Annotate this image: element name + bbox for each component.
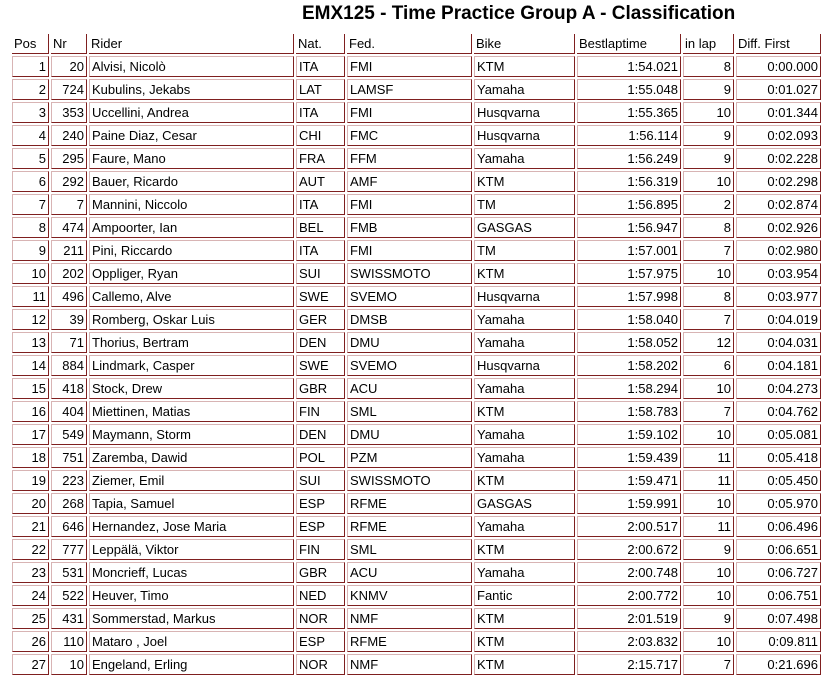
cell-in-lap: 10 xyxy=(683,263,734,284)
cell-diff-first: 0:03.954 xyxy=(736,263,821,284)
cell-fed: FMI xyxy=(347,240,472,261)
cell-nr: 10 xyxy=(51,654,87,675)
cell-in-lap: 11 xyxy=(683,447,734,468)
cell-pos: 9 xyxy=(12,240,49,261)
cell-fed: LAMSF xyxy=(347,79,472,100)
cell-rider: Faure, Mano xyxy=(89,148,294,169)
table-row xyxy=(12,493,821,514)
cell-nr: 292 xyxy=(51,171,87,192)
cell-fed: SVEMO xyxy=(347,355,472,376)
cell-bestlaptime: 1:55.365 xyxy=(577,102,681,123)
cell-pos: 6 xyxy=(12,171,49,192)
cell-in-lap: 6 xyxy=(683,355,734,376)
table-row xyxy=(12,470,821,491)
cell-nat: ITA xyxy=(296,194,345,215)
cell-pos: 11 xyxy=(12,286,49,307)
cell-pos: 10 xyxy=(12,263,49,284)
cell-bike: KTM xyxy=(474,401,575,422)
cell-bestlaptime: 2:00.672 xyxy=(577,539,681,560)
cell-diff-first: 0:04.181 xyxy=(736,355,821,376)
cell-pos: 5 xyxy=(12,148,49,169)
cell-rider: Kubulins, Jekabs xyxy=(89,79,294,100)
table-row xyxy=(12,286,821,307)
cell-rider: Ziemer, Emil xyxy=(89,470,294,491)
cell-bestlaptime: 1:56.249 xyxy=(577,148,681,169)
table-header xyxy=(12,34,821,54)
cell-rider: Paine Diaz, Cesar xyxy=(89,125,294,146)
cell-fed: FMB xyxy=(347,217,472,238)
cell-nr: 211 xyxy=(51,240,87,261)
cell-fed: FMC xyxy=(347,125,472,146)
cell-diff-first: 0:06.496 xyxy=(736,516,821,537)
cell-nat: ESP xyxy=(296,516,345,537)
cell-nat: POL xyxy=(296,447,345,468)
table-row xyxy=(12,217,821,238)
cell-in-lap: 10 xyxy=(683,102,734,123)
cell-bestlaptime: 1:58.294 xyxy=(577,378,681,399)
cell-fed: FMI xyxy=(347,102,472,123)
table-row xyxy=(12,539,821,560)
cell-in-lap: 9 xyxy=(683,539,734,560)
cell-diff-first: 0:04.019 xyxy=(736,309,821,330)
cell-nat: CHI xyxy=(296,125,345,146)
cell-nr: 646 xyxy=(51,516,87,537)
cell-rider: Uccellini, Andrea xyxy=(89,102,294,123)
cell-nat: DEN xyxy=(296,424,345,445)
cell-nr: 202 xyxy=(51,263,87,284)
table-row xyxy=(12,516,821,537)
table-row xyxy=(12,240,821,261)
cell-diff-first: 0:05.418 xyxy=(736,447,821,468)
cell-rider: Engeland, Erling xyxy=(89,654,294,675)
cell-bike: Yamaha xyxy=(474,309,575,330)
table-row xyxy=(12,562,821,583)
cell-rider: Moncrieff, Lucas xyxy=(89,562,294,583)
cell-rider: Hernandez, Jose Maria xyxy=(89,516,294,537)
cell-bestlaptime: 1:59.439 xyxy=(577,447,681,468)
cell-rider: Lindmark, Casper xyxy=(89,355,294,376)
cell-pos: 23 xyxy=(12,562,49,583)
cell-nat: ITA xyxy=(296,240,345,261)
cell-pos: 8 xyxy=(12,217,49,238)
cell-diff-first: 0:02.298 xyxy=(736,171,821,192)
table-row xyxy=(12,332,821,353)
cell-diff-first: 0:00.000 xyxy=(736,56,821,77)
header-in-lap: in lap xyxy=(683,34,734,54)
cell-nat: AUT xyxy=(296,171,345,192)
cell-nat: ESP xyxy=(296,631,345,652)
cell-bestlaptime: 2:00.772 xyxy=(577,585,681,606)
cell-nr: 110 xyxy=(51,631,87,652)
cell-nr: 20 xyxy=(51,56,87,77)
cell-nr: 884 xyxy=(51,355,87,376)
cell-pos: 25 xyxy=(12,608,49,629)
header-nr: Nr xyxy=(51,34,87,54)
cell-nr: 404 xyxy=(51,401,87,422)
table-row xyxy=(12,125,821,146)
cell-fed: ACU xyxy=(347,378,472,399)
header-nat: Nat. xyxy=(296,34,345,54)
cell-fed: PZM xyxy=(347,447,472,468)
cell-fed: FMI xyxy=(347,194,472,215)
header-bestlaptime: Bestlaptime xyxy=(577,34,681,54)
cell-bike: Husqvarna xyxy=(474,102,575,123)
table-row xyxy=(12,309,821,330)
cell-fed: DMSB xyxy=(347,309,472,330)
cell-in-lap: 9 xyxy=(683,148,734,169)
cell-bestlaptime: 2:15.717 xyxy=(577,654,681,675)
cell-in-lap: 10 xyxy=(683,424,734,445)
table-row xyxy=(12,171,821,192)
cell-diff-first: 0:06.751 xyxy=(736,585,821,606)
cell-bike: KTM xyxy=(474,263,575,284)
cell-in-lap: 10 xyxy=(683,378,734,399)
cell-nat: NOR xyxy=(296,608,345,629)
cell-fed: NMF xyxy=(347,654,472,675)
cell-bestlaptime: 1:56.947 xyxy=(577,217,681,238)
cell-diff-first: 0:05.450 xyxy=(736,470,821,491)
cell-bestlaptime: 1:56.319 xyxy=(577,171,681,192)
cell-pos: 12 xyxy=(12,309,49,330)
table-row xyxy=(12,194,821,215)
cell-rider: Mataro , Joel xyxy=(89,631,294,652)
cell-pos: 2 xyxy=(12,79,49,100)
cell-bestlaptime: 2:01.519 xyxy=(577,608,681,629)
table-row xyxy=(12,608,821,629)
cell-pos: 3 xyxy=(12,102,49,123)
cell-bike: Husqvarna xyxy=(474,355,575,376)
cell-nr: 295 xyxy=(51,148,87,169)
cell-rider: Heuver, Timo xyxy=(89,585,294,606)
table-row xyxy=(12,56,821,77)
cell-rider: Callemo, Alve xyxy=(89,286,294,307)
cell-nat: FIN xyxy=(296,539,345,560)
cell-bestlaptime: 1:58.783 xyxy=(577,401,681,422)
cell-rider: Pini, Riccardo xyxy=(89,240,294,261)
table-row xyxy=(12,447,821,468)
header-rider: Rider xyxy=(89,34,294,54)
cell-nr: 418 xyxy=(51,378,87,399)
cell-bike: Yamaha xyxy=(474,332,575,353)
cell-rider: Miettinen, Matias xyxy=(89,401,294,422)
cell-bike: Husqvarna xyxy=(474,286,575,307)
cell-nat: GBR xyxy=(296,562,345,583)
cell-nr: 549 xyxy=(51,424,87,445)
cell-bike: Yamaha xyxy=(474,562,575,583)
cell-rider: Ampoorter, Ian xyxy=(89,217,294,238)
cell-diff-first: 0:02.093 xyxy=(736,125,821,146)
cell-rider: Leppälä, Viktor xyxy=(89,539,294,560)
cell-nr: 223 xyxy=(51,470,87,491)
cell-nat: NED xyxy=(296,585,345,606)
cell-bike: KTM xyxy=(474,56,575,77)
table-row xyxy=(12,79,821,100)
cell-pos: 19 xyxy=(12,470,49,491)
cell-bestlaptime: 1:57.975 xyxy=(577,263,681,284)
cell-pos: 17 xyxy=(12,424,49,445)
cell-bike: GASGAS xyxy=(474,493,575,514)
cell-rider: Sommerstad, Markus xyxy=(89,608,294,629)
cell-in-lap: 8 xyxy=(683,56,734,77)
cell-bike: KTM xyxy=(474,608,575,629)
cell-fed: SVEMO xyxy=(347,286,472,307)
header-row xyxy=(12,34,821,54)
cell-bike: KTM xyxy=(474,539,575,560)
header-diff-first: Diff. First xyxy=(736,34,821,54)
cell-bike: Husqvarna xyxy=(474,125,575,146)
cell-bestlaptime: 1:59.471 xyxy=(577,470,681,491)
cell-bestlaptime: 1:59.102 xyxy=(577,424,681,445)
cell-diff-first: 0:04.762 xyxy=(736,401,821,422)
table-row xyxy=(12,378,821,399)
cell-rider: Bauer, Ricardo xyxy=(89,171,294,192)
cell-bestlaptime: 2:03.832 xyxy=(577,631,681,652)
cell-rider: Tapia, Samuel xyxy=(89,493,294,514)
cell-bike: GASGAS xyxy=(474,217,575,238)
cell-fed: RFME xyxy=(347,631,472,652)
cell-in-lap: 11 xyxy=(683,470,734,491)
table-row xyxy=(12,355,821,376)
cell-pos: 4 xyxy=(12,125,49,146)
cell-nat: SUI xyxy=(296,470,345,491)
cell-nr: 7 xyxy=(51,194,87,215)
cell-nr: 751 xyxy=(51,447,87,468)
cell-nr: 71 xyxy=(51,332,87,353)
cell-rider: Romberg, Oskar Luis xyxy=(89,309,294,330)
cell-bike: KTM xyxy=(474,654,575,675)
cell-fed: SWISSMOTO xyxy=(347,470,472,491)
cell-bike: KTM xyxy=(474,171,575,192)
cell-nat: FRA xyxy=(296,148,345,169)
header-bike: Bike xyxy=(474,34,575,54)
cell-in-lap: 8 xyxy=(683,217,734,238)
cell-nat: NOR xyxy=(296,654,345,675)
cell-in-lap: 10 xyxy=(683,631,734,652)
cell-in-lap: 12 xyxy=(683,332,734,353)
cell-nr: 474 xyxy=(51,217,87,238)
cell-bestlaptime: 2:00.517 xyxy=(577,516,681,537)
cell-bike: Yamaha xyxy=(474,447,575,468)
cell-diff-first: 0:06.651 xyxy=(736,539,821,560)
cell-pos: 20 xyxy=(12,493,49,514)
cell-nr: 240 xyxy=(51,125,87,146)
table-row xyxy=(12,654,821,675)
cell-in-lap: 7 xyxy=(683,240,734,261)
cell-bike: TM xyxy=(474,194,575,215)
table-body xyxy=(12,56,821,675)
cell-diff-first: 0:21.696 xyxy=(736,654,821,675)
cell-diff-first: 0:06.727 xyxy=(736,562,821,583)
cell-nr: 777 xyxy=(51,539,87,560)
cell-bestlaptime: 1:57.001 xyxy=(577,240,681,261)
cell-bike: KTM xyxy=(474,470,575,491)
cell-fed: KNMV xyxy=(347,585,472,606)
cell-nat: SUI xyxy=(296,263,345,284)
cell-pos: 22 xyxy=(12,539,49,560)
cell-in-lap: 10 xyxy=(683,585,734,606)
cell-in-lap: 9 xyxy=(683,79,734,100)
cell-diff-first: 0:02.926 xyxy=(736,217,821,238)
cell-pos: 15 xyxy=(12,378,49,399)
cell-nr: 724 xyxy=(51,79,87,100)
cell-bike: KTM xyxy=(474,631,575,652)
table-row xyxy=(12,585,821,606)
cell-fed: ACU xyxy=(347,562,472,583)
cell-rider: Mannini, Niccolo xyxy=(89,194,294,215)
cell-nr: 496 xyxy=(51,286,87,307)
cell-diff-first: 0:05.081 xyxy=(736,424,821,445)
cell-diff-first: 0:09.811 xyxy=(736,631,821,652)
cell-bestlaptime: 1:59.991 xyxy=(577,493,681,514)
cell-rider: Stock, Drew xyxy=(89,378,294,399)
cell-bestlaptime: 1:56.895 xyxy=(577,194,681,215)
cell-bestlaptime: 1:58.040 xyxy=(577,309,681,330)
cell-in-lap: 10 xyxy=(683,171,734,192)
cell-in-lap: 10 xyxy=(683,562,734,583)
cell-diff-first: 0:02.228 xyxy=(736,148,821,169)
cell-nat: FIN xyxy=(296,401,345,422)
cell-in-lap: 8 xyxy=(683,286,734,307)
cell-bike: Yamaha xyxy=(474,424,575,445)
table-row xyxy=(12,401,821,422)
cell-rider: Thorius, Bertram xyxy=(89,332,294,353)
cell-nat: BEL xyxy=(296,217,345,238)
cell-nat: LAT xyxy=(296,79,345,100)
cell-in-lap: 7 xyxy=(683,654,734,675)
classification-table xyxy=(10,32,823,677)
header-fed: Fed. xyxy=(347,34,472,54)
cell-nr: 39 xyxy=(51,309,87,330)
cell-bestlaptime: 1:58.202 xyxy=(577,355,681,376)
cell-in-lap: 9 xyxy=(683,125,734,146)
cell-nat: ITA xyxy=(296,102,345,123)
cell-fed: NMF xyxy=(347,608,472,629)
cell-fed: FFM xyxy=(347,148,472,169)
cell-pos: 16 xyxy=(12,401,49,422)
table-row xyxy=(12,102,821,123)
cell-nr: 268 xyxy=(51,493,87,514)
cell-nr: 431 xyxy=(51,608,87,629)
cell-rider: Alvisi, Nicolò xyxy=(89,56,294,77)
cell-bike: Fantic xyxy=(474,585,575,606)
cell-pos: 24 xyxy=(12,585,49,606)
cell-pos: 26 xyxy=(12,631,49,652)
page-title: EMX125 - Time Practice Group A - Classification xyxy=(302,3,736,24)
cell-diff-first: 0:04.031 xyxy=(736,332,821,353)
cell-nr: 531 xyxy=(51,562,87,583)
cell-fed: RFME xyxy=(347,516,472,537)
cell-bestlaptime: 1:58.052 xyxy=(577,332,681,353)
cell-fed: RFME xyxy=(347,493,472,514)
table-row xyxy=(12,263,821,284)
cell-bike: Yamaha xyxy=(474,378,575,399)
cell-diff-first: 0:02.874 xyxy=(736,194,821,215)
cell-fed: DMU xyxy=(347,332,472,353)
cell-bike: Yamaha xyxy=(474,148,575,169)
cell-nat: SWE xyxy=(296,355,345,376)
cell-fed: SML xyxy=(347,401,472,422)
cell-pos: 27 xyxy=(12,654,49,675)
cell-pos: 13 xyxy=(12,332,49,353)
cell-nr: 353 xyxy=(51,102,87,123)
cell-bestlaptime: 1:56.114 xyxy=(577,125,681,146)
cell-bike: TM xyxy=(474,240,575,261)
cell-pos: 18 xyxy=(12,447,49,468)
cell-nr: 522 xyxy=(51,585,87,606)
cell-pos: 1 xyxy=(12,56,49,77)
cell-rider: Maymann, Storm xyxy=(89,424,294,445)
cell-pos: 21 xyxy=(12,516,49,537)
cell-in-lap: 2 xyxy=(683,194,734,215)
cell-in-lap: 7 xyxy=(683,309,734,330)
cell-in-lap: 7 xyxy=(683,401,734,422)
cell-bike: Yamaha xyxy=(474,79,575,100)
cell-nat: ITA xyxy=(296,56,345,77)
table-row xyxy=(12,424,821,445)
cell-diff-first: 0:01.027 xyxy=(736,79,821,100)
cell-pos: 7 xyxy=(12,194,49,215)
cell-bestlaptime: 1:54.021 xyxy=(577,56,681,77)
cell-fed: SWISSMOTO xyxy=(347,263,472,284)
cell-bestlaptime: 1:57.998 xyxy=(577,286,681,307)
table-row xyxy=(12,631,821,652)
cell-fed: SML xyxy=(347,539,472,560)
cell-in-lap: 9 xyxy=(683,608,734,629)
cell-bestlaptime: 1:55.048 xyxy=(577,79,681,100)
cell-diff-first: 0:05.970 xyxy=(736,493,821,514)
page-header xyxy=(0,2,829,30)
cell-diff-first: 0:02.980 xyxy=(736,240,821,261)
cell-nat: GBR xyxy=(296,378,345,399)
cell-rider: Oppliger, Ryan xyxy=(89,263,294,284)
cell-in-lap: 11 xyxy=(683,516,734,537)
cell-nat: DEN xyxy=(296,332,345,353)
cell-fed: AMF xyxy=(347,171,472,192)
cell-rider: Zaremba, Dawid xyxy=(89,447,294,468)
cell-fed: DMU xyxy=(347,424,472,445)
cell-nat: ESP xyxy=(296,493,345,514)
cell-nat: SWE xyxy=(296,286,345,307)
cell-diff-first: 0:04.273 xyxy=(736,378,821,399)
cell-fed: FMI xyxy=(347,56,472,77)
cell-diff-first: 0:01.344 xyxy=(736,102,821,123)
cell-pos: 14 xyxy=(12,355,49,376)
cell-bike: Yamaha xyxy=(474,516,575,537)
cell-bestlaptime: 2:00.748 xyxy=(577,562,681,583)
table-row xyxy=(12,148,821,169)
cell-in-lap: 10 xyxy=(683,493,734,514)
cell-nat: GER xyxy=(296,309,345,330)
cell-diff-first: 0:07.498 xyxy=(736,608,821,629)
cell-diff-first: 0:03.977 xyxy=(736,286,821,307)
header-pos: Pos xyxy=(12,34,49,54)
